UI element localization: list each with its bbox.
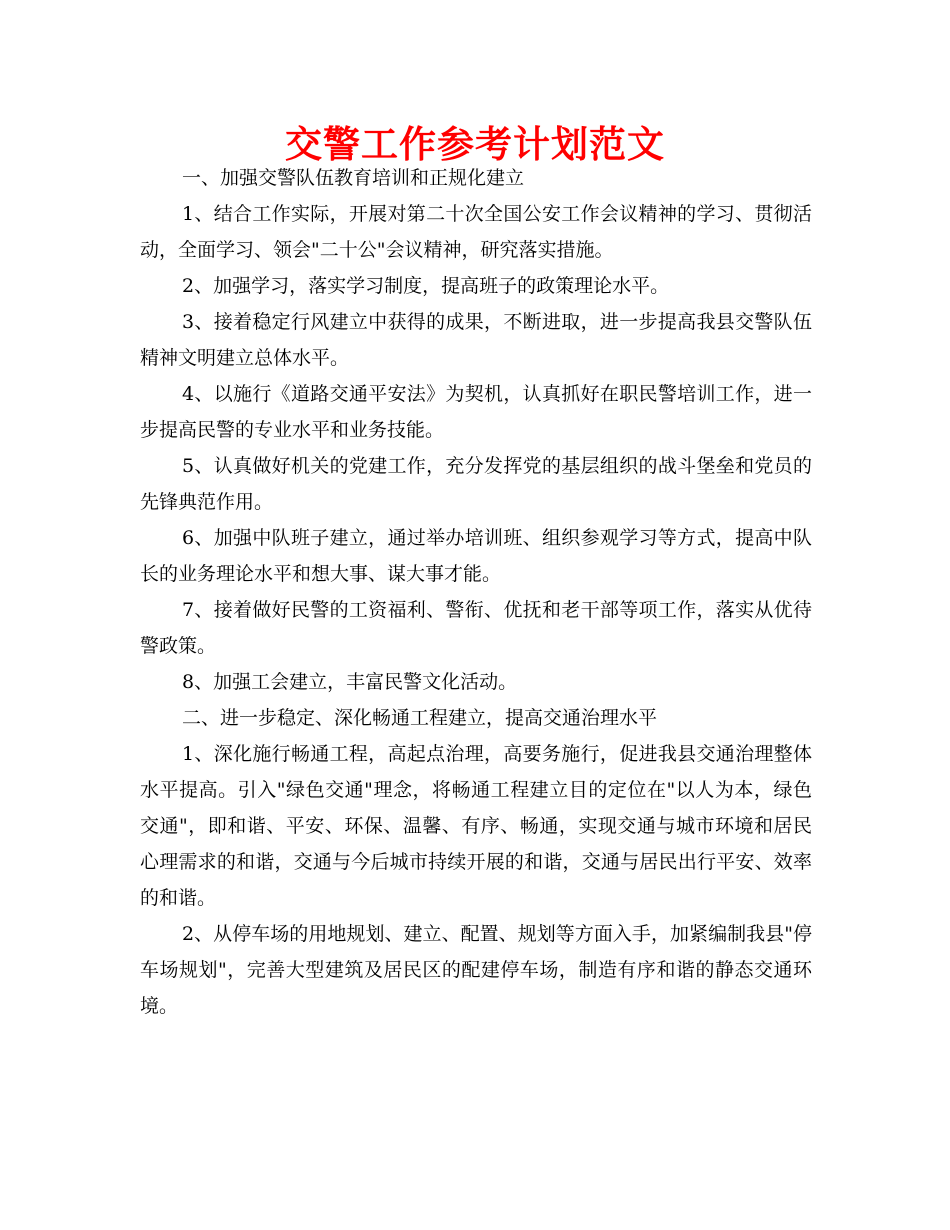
paragraph: 7、接着做好民警的工资福利、警衔、优抚和老干部等项工作，落实从优待警政策。 — [140, 599, 812, 657]
document-body — [140, 160, 812, 1024]
section-heading: 一、加强交警队伍教育培训和正规化建立 — [182, 167, 525, 189]
section-heading: 二、进一步稳定、深化畅通工程建立，提高交通治理水平 — [182, 707, 658, 729]
paragraph: 2、从停车场的用地规划、建立、配置、规划等方面入手，加紧编制我县"停车场规划"，完善大型建筑及居民区的配建停车场，制造有序和谐的静态交通环境。 — [140, 923, 812, 1017]
paragraph: 3、接着稳定行风建立中获得的成果，不断进取，进一步提高我县交警队伍精神文明建立总体水平。 — [140, 311, 812, 369]
paragraph: 4、以施行《道路交通平安法》为契机，认真抓好在职民警培训工作，进一步提高民警的专业水平和业务技能。 — [140, 383, 812, 441]
paragraph: 6、加强中队班子建立，通过举办培训班、组织参观学习等方式，提高中队长的业务理论水平和想大事、谋大事才能。 — [140, 527, 812, 585]
paragraph: 8、加强工会建立，丰富民警文化活动。 — [182, 671, 518, 693]
document-title: 交警工作参考计划范文 — [285, 123, 665, 166]
paragraph: 2、加强学习，落实学习制度，提高班子的政策理论水平。 — [182, 275, 670, 297]
paragraph: 1、结合工作实际，开展对第二十次全国公安工作会议精神的学习、贯彻活动，全面学习、领会"二十公"会议精神，研究落实措施。 — [140, 203, 812, 261]
paragraph: 5、认真做好机关的党建工作，充分发挥党的基层组织的战斗堡垒和党员的先锋典范作用。 — [140, 455, 812, 513]
paragraph: 1、深化施行畅通工程，高起点治理，高要务施行，促进我县交通治理整体水平提高。引入"绿色交通"理念，将畅通工程建立目的定位在"以人为本，绿色交通"，即和谐、平安、环保、温馨、有序、畅通，实现交通与城市环境和居民心理需求的和谐，交通与今后城市持续开展的和谐，交通与居民出行平安、效率的和谐。 — [140, 743, 812, 909]
